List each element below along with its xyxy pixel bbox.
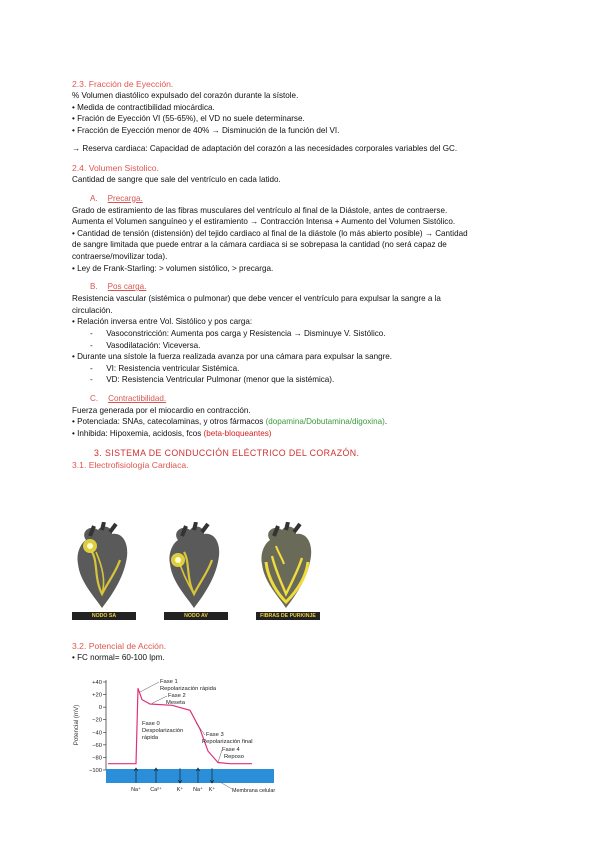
text-line: circulación.: [72, 305, 113, 315]
subheading-precarga: [72, 193, 542, 205]
leader-line: [152, 696, 167, 703]
bullet-line: • Inhibida: Hipoxemia, acidosis, fcos (beta-bloqueantes): [72, 429, 272, 439]
action-potential-svg: [72, 670, 297, 795]
section-heading-2-4: 2.4. Volumen Sistolico.: [72, 162, 159, 173]
bullet-line: • Fración de Eyección VI (55-65%), el VD no suele determinarse.: [72, 114, 305, 124]
ion-label: K⁺: [176, 787, 184, 793]
sub-title: Precarga.: [107, 193, 143, 203]
bullet-line: • Durante una sístole la fuerza realizada avanza por una cámara para expulsar la sangre.: [72, 352, 393, 362]
leader-line: [140, 682, 159, 692]
phase4-desc: Reposo: [224, 754, 244, 760]
phase2-label: Fase 2: [168, 693, 186, 699]
section-3-2-block: [72, 640, 542, 664]
heart-sa-node-image: [72, 522, 136, 620]
subheading-contractibilidad: [72, 393, 542, 405]
membrane-label: Membrana celular: [232, 788, 276, 794]
y-tick-label: −40: [92, 730, 102, 737]
phase4-label: Fase 4: [222, 747, 240, 753]
bullet-line: • Ley de Frank-Starling: > volumen sistólico, > precarga.: [72, 263, 274, 273]
y-tick-label: −60: [92, 742, 102, 749]
y-axis-label: Potencial (mV): [73, 704, 80, 746]
sub-title: Pos carga.: [107, 282, 147, 292]
dash-line: - VI: Resistencia ventricular Sistémica.: [90, 363, 240, 373]
phase0-label: Fase 0: [142, 721, 160, 727]
heart-av-node-image: [164, 522, 228, 620]
phase0-desc2: rápida: [142, 735, 159, 741]
bullet-line: • Cantidad de tensión (distensión) del tejido cardiaco al final de la diástole (lo más abierto posible) → Cantidad: [72, 228, 468, 238]
sub-letter: B.: [90, 282, 98, 292]
y-tick-label: −80: [92, 755, 102, 762]
conduction-illustrations: [72, 522, 332, 622]
text-line: Cantidad de sangre que sale del ventrículo en cada latido.: [72, 174, 281, 184]
leader-line: [220, 782, 232, 789]
phase1-desc: Repolarización rápida: [160, 686, 217, 692]
reserve-line: → Reserva cardiaca: Capacidad de adaptación del corazón a las necesidades corporales variables del GC.: [72, 144, 458, 154]
phase3-label: Fase 3: [206, 732, 224, 738]
text-line: Aumenta el Volumen sanguíneo y el estiramiento → Contracción Intensa + Aumento del Volumen Sistólico.: [72, 217, 456, 227]
action-potential-chart: [72, 670, 297, 795]
section-heading-3-2: 3.2. Potencial de Acción.: [72, 641, 167, 651]
sub-title: Contractibilidad.: [108, 393, 167, 403]
text-line: Resistencia vascular (sistémica o pulmonar) que debe vencer el ventrículo para expulsar la sangre a la: [72, 294, 441, 304]
phase0-desc: Despolarización: [142, 728, 184, 734]
bullet-line: • Medida de contractibilidad miocárdica.: [72, 102, 215, 112]
section-heading-3-1: 3.1. Electrofisiología Cardiaca.: [72, 459, 189, 470]
bullet-line: • Fracción de Eyección menor de 40% → Disminución de la función del VI.: [72, 125, 340, 135]
subheading-poscarga: [72, 281, 542, 293]
ion-label: Na⁺: [193, 787, 203, 793]
y-tick-label: 0: [98, 705, 102, 712]
section-heading-2-3: 2.3. Fracción de Eyección.: [72, 79, 174, 89]
dash-line: - Vasoconstricción: Aumenta pos carga y Resistencia → Disminuye V. Sistólico.: [90, 328, 386, 338]
heart-label: NODO AV: [164, 612, 228, 620]
sub-letter: A.: [90, 193, 98, 203]
y-tick-label: +20: [92, 692, 102, 699]
ion-label: K⁺: [208, 787, 216, 793]
text-line: Grado de estiramiento de las fibras musculares del ventrículo al final de la Diástole, antes de contraerse.: [72, 205, 448, 215]
heart-purkinje-image: [256, 522, 320, 620]
document-page: [72, 78, 542, 471]
heart-label: NODO SA: [72, 612, 136, 620]
phase2-desc: Meseta: [166, 700, 186, 706]
leader-line: [218, 750, 222, 762]
text-line: % Volumen diastólico expulsado del corazón durante la sístole.: [72, 91, 299, 100]
y-tick-label: −100: [88, 768, 102, 774]
section-heading-3: 3. SISTEMA DE CONDUCCIÓN ELÉCTRICO DEL CORAZÓN.: [94, 447, 360, 458]
sub-letter: C.: [90, 393, 99, 403]
leader-line: [196, 723, 205, 735]
ion-label: Na⁺: [131, 787, 141, 793]
phase3-desc: Repolarización final: [202, 739, 253, 745]
text-line: contraerse/movilizar toda).: [72, 251, 168, 261]
y-tick-label: +40: [92, 680, 102, 686]
dash-line: - VD: Resistencia Ventricular Pulmonar (menor que la sistémica).: [90, 375, 335, 385]
text-line: de sangre limitada que puede entrar a la cámara cardiaca si se sobrepasa la cantidad (no será capaz de: [72, 240, 447, 250]
bullet-line: • Potenciada: SNAs, catecolaminas, y otros fármacos (dopamina/Dobutamina/digoxina).: [72, 417, 388, 427]
dash-line: - Vasodilatación: Viceversa.: [90, 340, 201, 350]
y-tick-label: −20: [92, 717, 102, 724]
text-line: Fuerza generada por el miocardio en contracción.: [72, 405, 251, 415]
bullet-line: • Relación inversa entre Vol. Sistólico y pos carga:: [72, 317, 253, 327]
phase1-label: Fase 1: [160, 679, 178, 685]
heart-label: FIBRAS DE PURKINJE: [256, 612, 320, 620]
ion-label: Ca²⁺: [150, 787, 162, 793]
bullet-line: • FC normal= 60-100 lpm.: [72, 653, 165, 662]
membrane-band: [106, 769, 274, 783]
